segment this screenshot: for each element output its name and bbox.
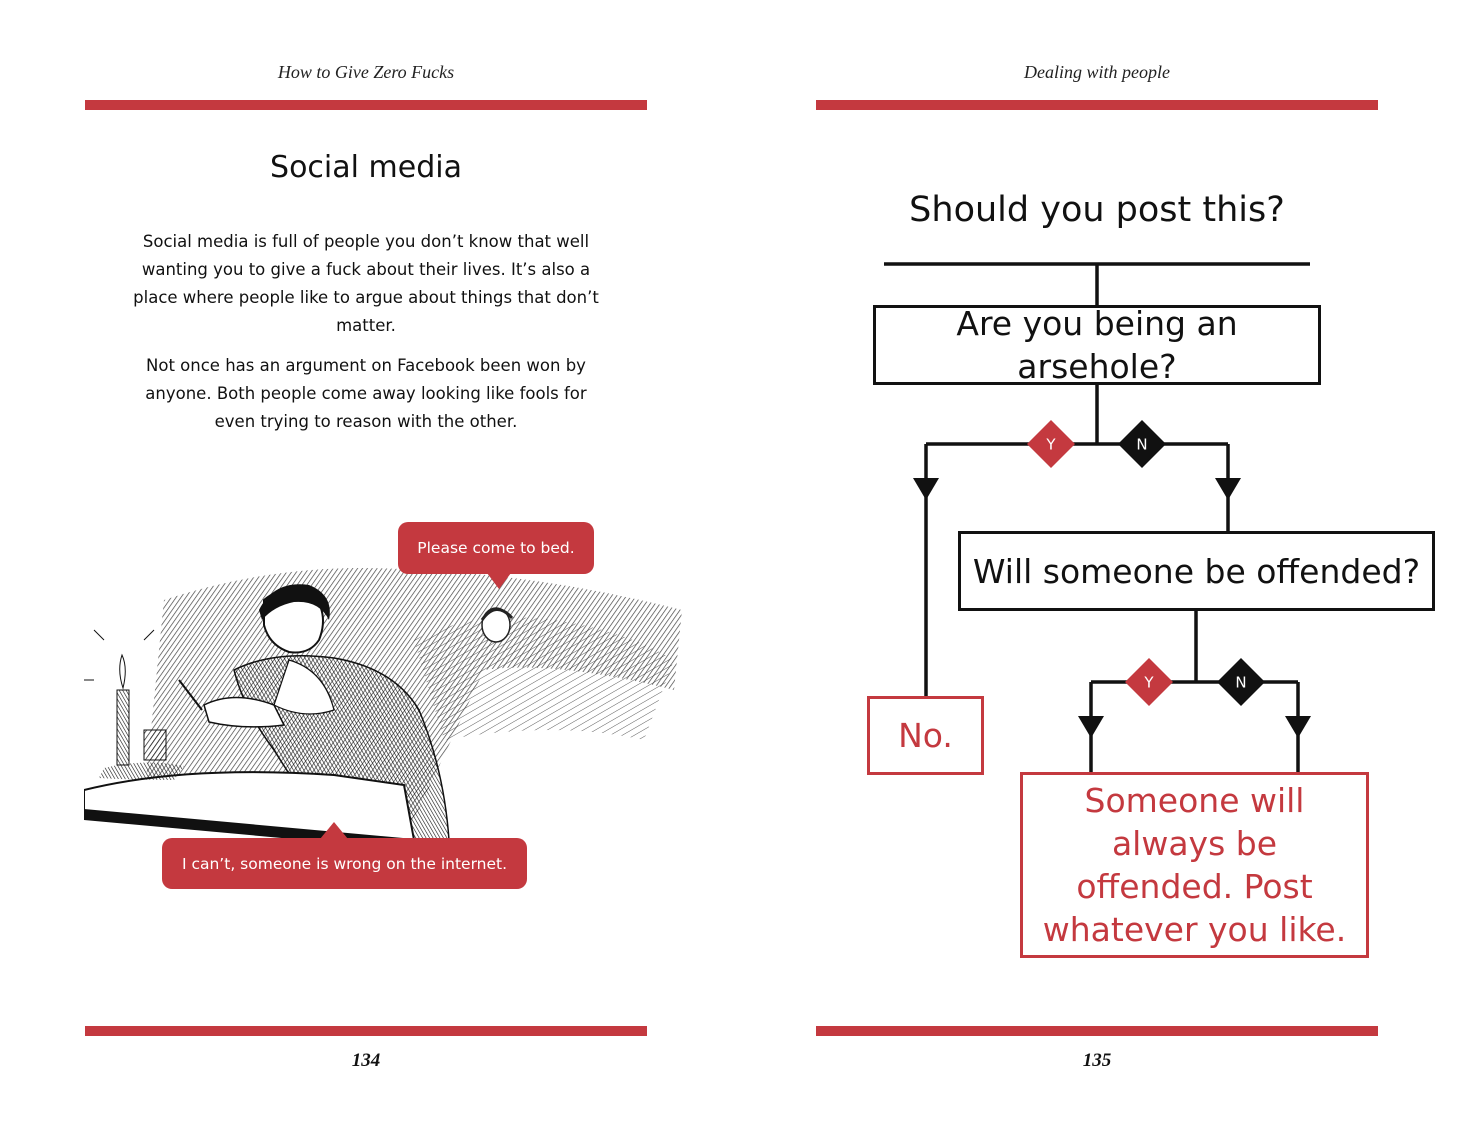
page-title: Social media xyxy=(270,150,462,185)
arrow-head-no-path xyxy=(913,478,939,500)
answer-final-box xyxy=(1020,772,1369,958)
answer-no-text: No. xyxy=(898,716,953,755)
question-1-text: Are you being an arsehole? xyxy=(956,304,1238,386)
right-page-number: 135 xyxy=(1082,1050,1112,1071)
left-running-head: How to Give Zero Fucks xyxy=(277,62,455,82)
yes-label-1: Y xyxy=(1046,435,1056,454)
no-label-2: N xyxy=(1235,673,1247,692)
paragraph-2: Not once has an argument on Facebook been won by anyone. Both people come away looking like fools for even trying to reason with the other. xyxy=(145,356,587,431)
speech-bubble-top-text: Please come to bed. xyxy=(417,539,575,557)
paragraph-1: Social media is full of people you don’t know that well wanting you to give a fuck about their lives. It’s also a place where people like to argue about things that don’t matter. xyxy=(133,232,599,335)
right-running-head: Dealing with people xyxy=(1024,62,1170,82)
no-label-1: N xyxy=(1136,435,1148,454)
arrow-head-final-left xyxy=(1078,716,1104,738)
answer-final-text: Someone will always be offended. Post whatever you like. xyxy=(1042,781,1347,949)
answer-no-box xyxy=(867,696,984,775)
question-box-2 xyxy=(958,531,1435,611)
question-2-text: Will someone be offended? xyxy=(972,551,1421,591)
arrow-head-q2 xyxy=(1215,478,1241,500)
arrow-head-final-right xyxy=(1285,716,1311,738)
question-box-1 xyxy=(873,305,1321,385)
yes-label-2: Y xyxy=(1144,673,1154,692)
left-page-number: 134 xyxy=(351,1050,381,1071)
flowchart-title: Should you post this? xyxy=(909,190,1285,230)
speech-bubble-bottom-text: I can’t, someone is wrong on the internet. xyxy=(181,854,508,873)
right-bottom-rule xyxy=(816,1026,1378,1036)
